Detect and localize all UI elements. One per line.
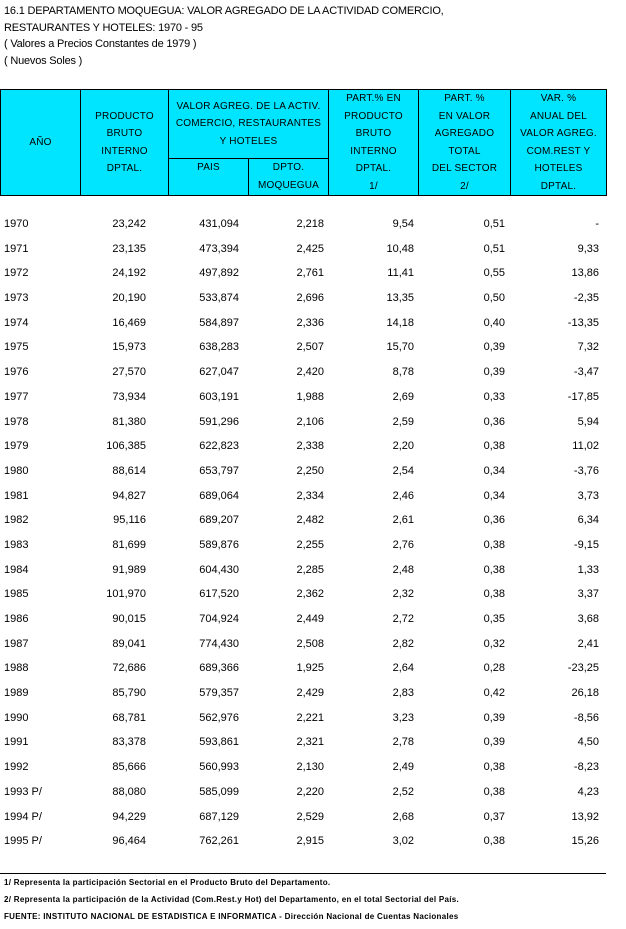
table-cell: 0,35 xyxy=(483,613,505,625)
table-cell: 3,37 xyxy=(577,588,599,601)
table-cell: 20,190 xyxy=(112,292,146,305)
table-header xyxy=(0,89,607,196)
table-cell: 1,33 xyxy=(577,563,599,576)
header-valor-agregado: VALOR AGREG. DE LA ACTIV. COMERCIO, RESTAURANTES Y HOTELES xyxy=(169,90,329,159)
header-dpto: DPTO. MOQUEGUA xyxy=(249,159,329,196)
table-cell: 83,378 xyxy=(112,736,146,749)
table-cell: 90,015 xyxy=(112,613,146,625)
table-cell: 81,699 xyxy=(112,538,146,551)
table-cell: 579,357 xyxy=(199,687,239,700)
table-cell: 0,33 xyxy=(483,390,505,403)
table-cell: 2,482 xyxy=(296,514,324,527)
table-row xyxy=(0,391,610,416)
table-row xyxy=(0,761,610,786)
table-cell: 1989 xyxy=(4,687,29,700)
table-cell: 1985 xyxy=(4,588,29,601)
table-cell: 94,827 xyxy=(112,489,146,502)
table-cell: 1987 xyxy=(4,637,29,650)
table-row xyxy=(0,341,610,366)
table-cell: 638,283 xyxy=(199,341,239,354)
table-cell: 11,41 xyxy=(387,267,414,280)
table-cell: 2,696 xyxy=(296,292,324,305)
table-cell: 24,192 xyxy=(112,267,146,280)
table-cell: 2,49 xyxy=(392,761,414,774)
table-cell: 560,993 xyxy=(199,761,239,774)
table-cell: 689,207 xyxy=(199,514,239,527)
table-row xyxy=(0,267,610,292)
table-row xyxy=(0,588,610,613)
header-var-anual: VAR. % ANUAL DEL VALOR AGREG. COM.REST Y HOTELES DPTAL. xyxy=(511,90,607,196)
table-cell: 689,366 xyxy=(199,662,239,675)
table-cell: 0,38 xyxy=(483,761,505,774)
table-cell: 5,94 xyxy=(577,415,599,428)
table-cell: 593,861 xyxy=(199,736,239,749)
table-cell: 2,69 xyxy=(392,390,414,403)
table-row xyxy=(0,317,610,342)
table-cell: 81,380 xyxy=(112,415,146,428)
table-cell: 2,420 xyxy=(296,366,324,379)
table-cell: 2,334 xyxy=(296,489,324,502)
table-cell: 0,36 xyxy=(483,514,505,527)
table-cell: 88,080 xyxy=(112,785,146,798)
table-cell: 762,261 xyxy=(199,835,239,848)
table-cell: 23,242 xyxy=(112,218,146,230)
table-cell: 0,55 xyxy=(483,267,505,280)
table-cell: 11,02 xyxy=(572,440,599,453)
table-cell: 1995 P/ xyxy=(4,835,42,848)
table-cell: 0,38 xyxy=(483,563,505,576)
table-cell: 10,48 xyxy=(386,242,414,255)
table-cell: 13,86 xyxy=(571,267,599,280)
table-cell: 2,78 xyxy=(392,736,414,749)
table-row xyxy=(0,366,610,391)
table-cell: 1970 xyxy=(4,218,29,230)
table-cell: 2,61 xyxy=(392,514,414,527)
header-producto: PRODUCTO BRUTO INTERNO DPTAL. xyxy=(81,90,169,196)
table-cell: -13,35 xyxy=(567,316,599,329)
table-cell: 2,429 xyxy=(296,687,324,700)
table-cell: 2,59 xyxy=(392,415,414,428)
table-cell: 603,191 xyxy=(199,390,239,403)
table-cell: 1993 P/ xyxy=(4,785,42,798)
table-cell: 0,32 xyxy=(483,637,505,650)
table-cell: 0,39 xyxy=(483,711,505,724)
table-cell: 1978 xyxy=(4,415,29,428)
table-cell: -2,35 xyxy=(573,292,599,305)
table-cell: 1984 xyxy=(4,563,29,576)
table-cell: 94,229 xyxy=(112,810,146,823)
table-cell: 72,686 xyxy=(112,662,146,675)
table-cell: 6,34 xyxy=(577,514,599,527)
table-cell: 3,23 xyxy=(392,711,414,724)
table-cell: 585,099 xyxy=(199,785,239,798)
table-cell: 0,34 xyxy=(483,489,505,502)
source-note: FUENTE: INSTITUTO NACIONAL DE ESTADISTICA E INFORMATICA - Dirección Nacional de Cuentas Nacionales xyxy=(4,912,459,921)
table-cell: 1988 xyxy=(4,662,29,675)
table-cell: 2,64 xyxy=(392,662,414,675)
table-cell: 1983 xyxy=(4,538,29,551)
table-cell: 589,876 xyxy=(199,538,239,551)
table-cell: 1994 P/ xyxy=(4,810,42,823)
table-cell: 1979 xyxy=(4,440,29,453)
table-cell: 27,570 xyxy=(112,366,146,379)
table-cell: 627,047 xyxy=(199,366,239,379)
footnote: 2/ Representa la participación de la Actividad (Com.Rest.y Hot) del Departamento, en el total Sectorial del País. xyxy=(4,895,460,904)
table-row xyxy=(0,638,610,663)
table-cell: 473,394 xyxy=(199,242,239,255)
table-cell: 95,116 xyxy=(113,514,146,527)
table-cell: 0,34 xyxy=(483,464,505,477)
table-cell: -3,47 xyxy=(573,366,599,379)
table-cell: 2,449 xyxy=(296,613,324,625)
table-cell: 689,064 xyxy=(199,489,239,502)
table-cell: 1,988 xyxy=(296,390,324,403)
table-cell: 4,50 xyxy=(577,736,599,749)
table-cell: 0,40 xyxy=(483,316,505,329)
header-anio: AÑO xyxy=(1,90,81,196)
table-title xyxy=(4,3,444,69)
table-cell: 0,36 xyxy=(483,415,505,428)
table-cell: 0,39 xyxy=(483,366,505,379)
table-row xyxy=(0,687,610,712)
table-cell: 9,33 xyxy=(577,242,599,255)
table-cell: 2,54 xyxy=(392,464,414,477)
table-cell: 2,48 xyxy=(392,563,414,576)
table-cell: 8,78 xyxy=(392,366,414,379)
table-cell: 2,508 xyxy=(296,637,324,650)
title-line: RESTAURANTES Y HOTELES: 1970 - 95 xyxy=(4,21,203,34)
table-cell: -8,56 xyxy=(573,711,599,724)
table-cell: 774,430 xyxy=(199,637,239,650)
table-cell: 0,39 xyxy=(483,736,505,749)
table-cell: 101,970 xyxy=(106,588,146,601)
table-cell: - xyxy=(595,218,599,230)
table-cell: 0,51 xyxy=(483,218,505,230)
table-cell: 85,790 xyxy=(112,687,146,700)
table-row xyxy=(0,613,610,638)
table-cell: 2,915 xyxy=(296,835,324,848)
table-cell: 2,52 xyxy=(392,785,414,798)
table-row xyxy=(0,490,610,515)
table-cell: 1991 xyxy=(4,736,29,749)
table-row xyxy=(0,243,610,268)
table-cell: 73,934 xyxy=(112,390,146,403)
table-cell: -23,25 xyxy=(567,662,599,675)
table-cell: 26,18 xyxy=(571,687,599,700)
table-cell: 2,425 xyxy=(296,242,324,255)
table-cell: 2,321 xyxy=(296,736,324,749)
table-cell: 96,464 xyxy=(112,835,146,848)
table-row xyxy=(0,811,610,836)
table-cell: 1982 xyxy=(4,514,29,527)
table-cell: 431,094 xyxy=(199,218,239,230)
table-cell: 1986 xyxy=(4,613,29,625)
table-cell: 1990 xyxy=(4,711,29,724)
table-cell: 2,221 xyxy=(296,711,324,724)
table-cell: 562,976 xyxy=(199,711,239,724)
table-cell: 13,35 xyxy=(386,292,414,305)
table-row xyxy=(0,736,610,761)
table-cell: 91,989 xyxy=(112,563,146,576)
table-cell: 15,70 xyxy=(386,341,414,354)
table-cell: 16,469 xyxy=(112,316,146,329)
table-cell: 7,32 xyxy=(577,341,599,354)
table-cell: 2,336 xyxy=(296,316,324,329)
table-cell: 1981 xyxy=(4,489,29,502)
table-cell: 653,797 xyxy=(199,464,239,477)
table-cell: 14,18 xyxy=(386,316,414,329)
table-cell: 0,51 xyxy=(483,242,505,255)
table-cell: 2,46 xyxy=(392,489,414,502)
table-cell: 2,529 xyxy=(296,810,324,823)
table-cell: 23,135 xyxy=(112,242,146,255)
table-cell: 4,23 xyxy=(577,785,599,798)
table-cell: 2,338 xyxy=(296,440,324,453)
table-cell: 704,924 xyxy=(199,613,239,625)
table-row xyxy=(0,539,610,564)
table-cell: 591,296 xyxy=(199,415,239,428)
table-cell: 0,28 xyxy=(483,662,505,675)
header-part-valor: PART. % EN VALOR AGREGADO TOTAL DEL SECTOR 2/ xyxy=(419,90,511,196)
table-cell: 0,38 xyxy=(483,588,505,601)
table-cell: -8,23 xyxy=(573,761,599,774)
table-cell: 2,130 xyxy=(296,761,324,774)
table-cell: 1974 xyxy=(4,316,29,329)
table-row xyxy=(0,218,610,243)
table-cell: 13,92 xyxy=(571,810,599,823)
table-cell: 1992 xyxy=(4,761,29,774)
table-cell: 1977 xyxy=(4,390,29,403)
table-cell: 2,32 xyxy=(392,588,414,601)
table-cell: 622,823 xyxy=(199,440,239,453)
table-cell: 1975 xyxy=(4,341,29,354)
table-row xyxy=(0,564,610,589)
table-cell: 85,666 xyxy=(112,761,146,774)
table-cell: 1972 xyxy=(4,267,29,280)
table-cell: 0,50 xyxy=(483,292,505,305)
table-cell: 1976 xyxy=(4,366,29,379)
table-cell: 15,26 xyxy=(571,835,599,848)
table-row xyxy=(0,416,610,441)
table-row xyxy=(0,786,610,811)
table-cell: 1973 xyxy=(4,292,29,305)
table-cell: 497,892 xyxy=(199,267,239,280)
table-cell: 0,38 xyxy=(483,835,505,848)
table-cell: 2,20 xyxy=(392,440,414,453)
table-cell: 0,42 xyxy=(483,687,505,700)
header-part-producto: PART.% EN PRODUCTO BRUTO INTERNO DPTAL. 1/ xyxy=(329,90,419,196)
table-cell: 9,54 xyxy=(392,218,414,230)
table-cell: 106,385 xyxy=(106,440,146,453)
table-cell: -17,85 xyxy=(567,390,599,403)
table-cell: 2,41 xyxy=(577,637,599,650)
table-cell: -3,76 xyxy=(573,464,599,477)
table-cell: 2,76 xyxy=(392,538,414,551)
table-cell: 68,781 xyxy=(112,711,146,724)
table-cell: 1980 xyxy=(4,464,29,477)
table-cell: 0,38 xyxy=(483,440,505,453)
table-cell: 2,761 xyxy=(296,267,324,280)
table-cell: 1,925 xyxy=(296,662,324,675)
table-cell: 2,218 xyxy=(296,218,324,230)
table-cell: 533,874 xyxy=(199,292,239,305)
footnote: 1/ Representa la participación Sectorial en el Producto Bruto del Departamento. xyxy=(4,878,331,887)
table-cell: 2,285 xyxy=(296,563,324,576)
table-cell: 88,614 xyxy=(112,464,146,477)
table-cell: 2,72 xyxy=(392,613,414,625)
table-cell: 0,37 xyxy=(483,810,505,823)
table-cell: 2,68 xyxy=(392,810,414,823)
table-cell: 2,250 xyxy=(296,464,324,477)
table-body xyxy=(0,218,610,860)
table-cell: 3,02 xyxy=(392,835,414,848)
table-row xyxy=(0,440,610,465)
table-row xyxy=(0,514,610,539)
table-cell: 1971 xyxy=(4,242,29,255)
header-pais: PAIS xyxy=(169,159,249,196)
table-cell: 2,362 xyxy=(296,588,324,601)
title-line: 16.1 DEPARTAMENTO MOQUEGUA: VALOR AGREGADO DE LA ACTIVIDAD COMERCIO, xyxy=(4,5,444,17)
table-row xyxy=(0,712,610,737)
table-cell: 2,83 xyxy=(392,687,414,700)
table-cell: 89,041 xyxy=(112,637,146,650)
table-cell: 2,106 xyxy=(296,415,324,428)
table-row xyxy=(0,292,610,317)
table-cell: 2,255 xyxy=(296,538,324,551)
table-cell: -9,15 xyxy=(573,538,599,551)
table-cell: 604,430 xyxy=(199,563,239,576)
table-cell: 3,73 xyxy=(577,489,599,502)
footer-divider xyxy=(0,873,606,874)
table-cell: 687,129 xyxy=(199,810,239,823)
table-cell: 0,39 xyxy=(483,341,505,354)
subtitle-line: ( Valores a Precios Constantes de 1979 ) xyxy=(4,38,197,50)
table-cell: 15,973 xyxy=(112,341,146,354)
table-cell: 0,38 xyxy=(483,785,505,798)
table-row xyxy=(0,835,610,860)
table-row xyxy=(0,662,610,687)
table-cell: 3,68 xyxy=(577,613,599,625)
table-cell: 617,520 xyxy=(199,588,239,601)
subtitle-line: ( Nuevos Soles ) xyxy=(4,54,83,67)
table-row xyxy=(0,465,610,490)
table-cell: 584,897 xyxy=(199,316,239,329)
table-cell: 2,82 xyxy=(392,637,414,650)
table-cell: 2,220 xyxy=(296,785,324,798)
table-cell: 2,507 xyxy=(296,341,324,354)
footnotes xyxy=(4,878,459,929)
table-cell: 0,38 xyxy=(483,538,505,551)
